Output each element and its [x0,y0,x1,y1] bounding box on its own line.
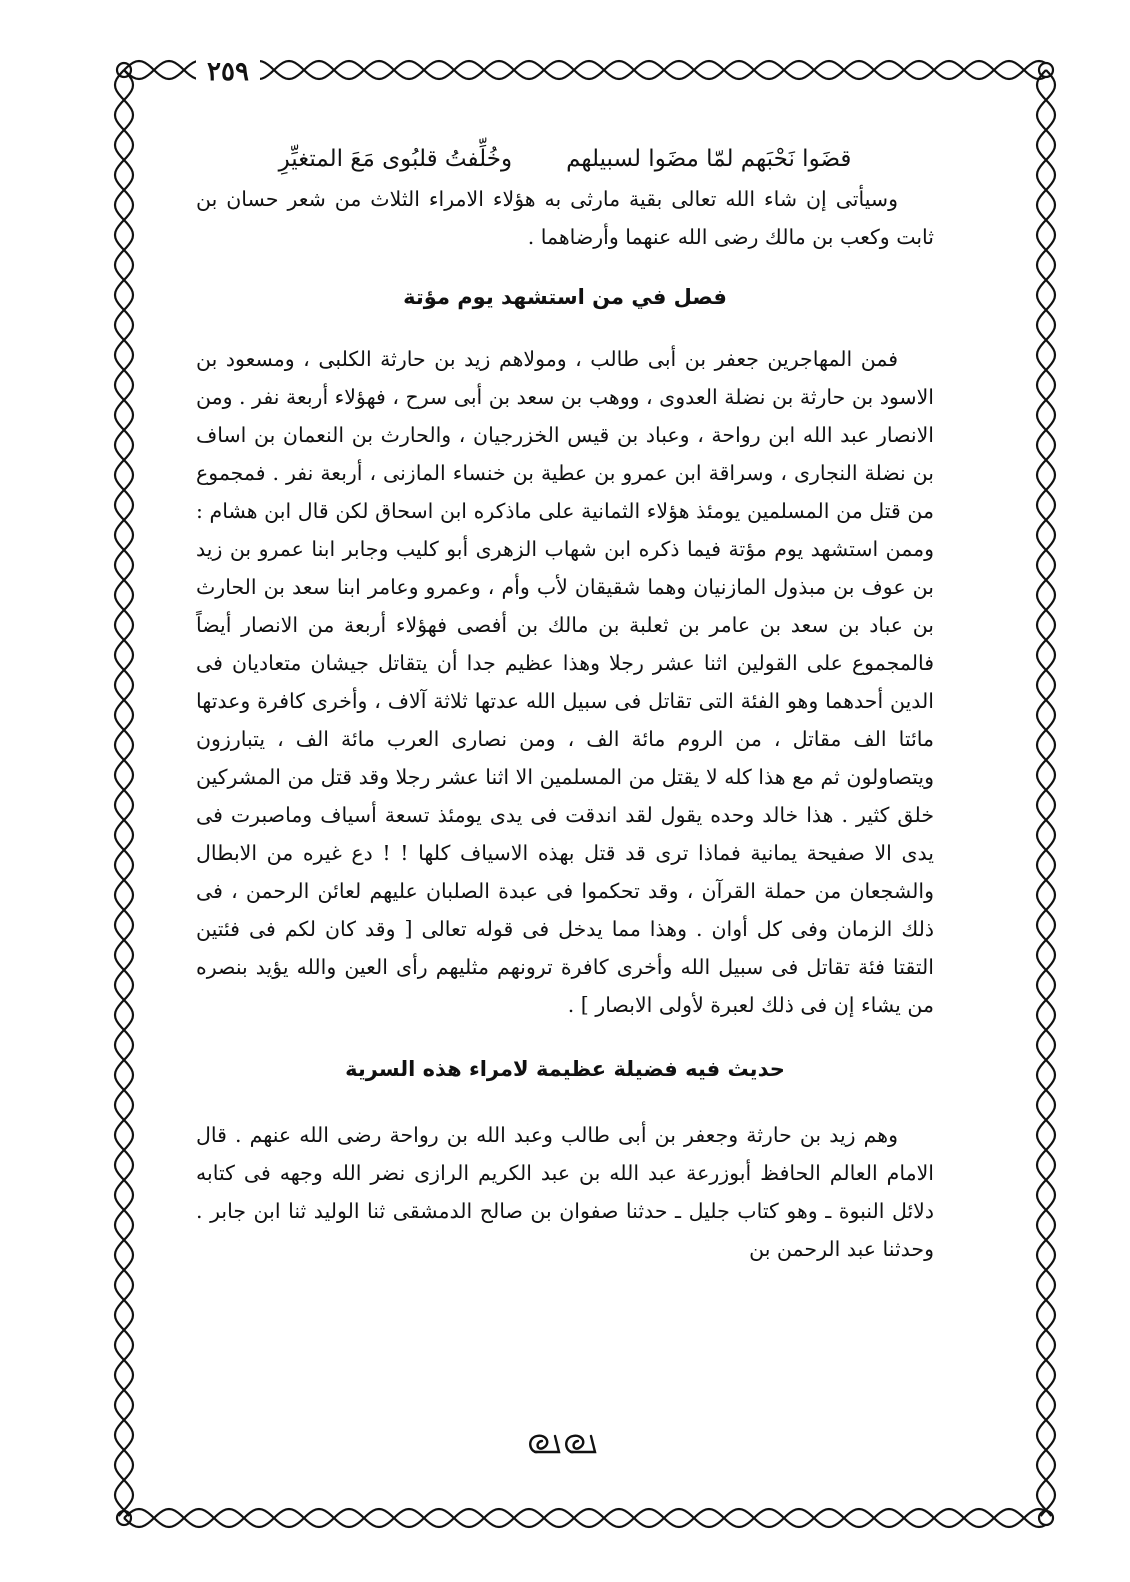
poem-verse [238,138,892,180]
hadith-paragraph: وهم زيد بن حارثة وجعفر بن أبى طالب وعبد الله بن رواحة رضى الله عنهم . قال الامام العالم الحافظ أبوزرعة عبد الله بن عبد الكريم الرازى نضر الله وجهه فى كتابه دلائل النبوة ـ وهو كتاب جليل ـ حدثنا صفوان بن صالح الدمشقى ثنا الوليد ثنا ابن جابر . وحدثنا عبد الرحمن بن [196,1123,934,1261]
section-heading-martyrs: فصل في من استشهد يوم مؤتة [403,285,727,309]
verse-first-hemistich: قضَوا نَحْبَهم لمّا مضَوا لسبيلهم [566,146,852,172]
section-heading-hadith: حديث فيه فضيلة عظيمة لامراء هذه السرية [345,1057,785,1081]
page-body [196,138,934,1268]
page-number: ٢٥٩ [196,54,260,90]
verse-second-hemistich: وخُلِّفتُ قلبُوى مَعَ المتغيِّرِ [278,146,513,172]
end-ornament-icon [515,1428,615,1458]
intro-paragraph: وسيأتى إن شاء الله تعالى بقية مارثى به هؤلاء الامراء الثلاث من شعر حسان بن ثابت وكعب بن مالك رضى الله عنهما وأرضاهما . [196,187,934,249]
martyrs-paragraph: فمن المهاجرين جعفر بن أبى طالب ، ومولاهم زيد بن حارثة الكلبى ، ومسعود بن الاسود بن حارثة بن نضلة العدوى ، ووهب بن سعد بن أبى سرح ، فهؤلاء أربعة نفر . ومن الانصار عبد الله ابن رواحة ، وعباد بن قيس الخزرجيان ، والحارث بن النعمان بن اساف بن نضلة النجارى ، وسراقة ابن عمرو بن عطية بن خنساء المازنى ، أربعة نفر . فمجموع من قتل من المسلمين يومئذ هؤلاء الثمانية على ماذكره ابن اسحاق لكن قال ابن هشام : وممن استشهد يوم مؤتة فيما ذكره ابن شهاب الزهرى أبو كليب وجابر ابنا عمرو بن زيد بن عوف بن مبذول المازنيان وهما شقيقان لأب وأم ، وعمرو وعامر ابنا سعد بن الحارث بن عباد بن سعد بن عامر بن ثعلبة بن مالك بن أفصى فهؤلاء أربعة من الانصار أيضاً فالمجموع على القولين اثنا عشر رجلا وهذا عظيم جدا أن يتقاتل جيشان متعاديان فى الدين أحدهما وهو الفئة التى تقاتل فى سبيل الله عدتها ثلاثة آلاف ، وأخرى كافرة وعدتها مائتا الف مقاتل ، من الروم مائة الف ، ومن نصارى العرب مائة الف ، يتبارزون ويتصاولون ثم مع هذا كله لا يقتل من المسلمين الا اثنا عشر رجلا وقد قتل من المشركين خلق كثير . هذا خالد وحده يقول لقد اندقت فى يدى يومئذ تسعة أسياف وماصبرت فى يدى الا صفيحة يمانية فماذا ترى قد قتل بهذه الاسياف كلها ! ! دع غيره من الابطال والشجعان من حملة القرآن ، وقد تحكموا فى عبدة الصلبان عليهم لعائن الرحمن ، فى ذلك الزمان وفى كل أوان . وهذا مما يدخل فى قوله تعالى [ وقد كان لكم فى فئتين التقتا فئة تقاتل فى سبيل الله وأخرى كافرة ترونهم مثليهم رأى العين والله يؤيد بنصره من يشاء إن فى ذلك لعبرة لأولى الابصار ] . [196,347,934,1017]
